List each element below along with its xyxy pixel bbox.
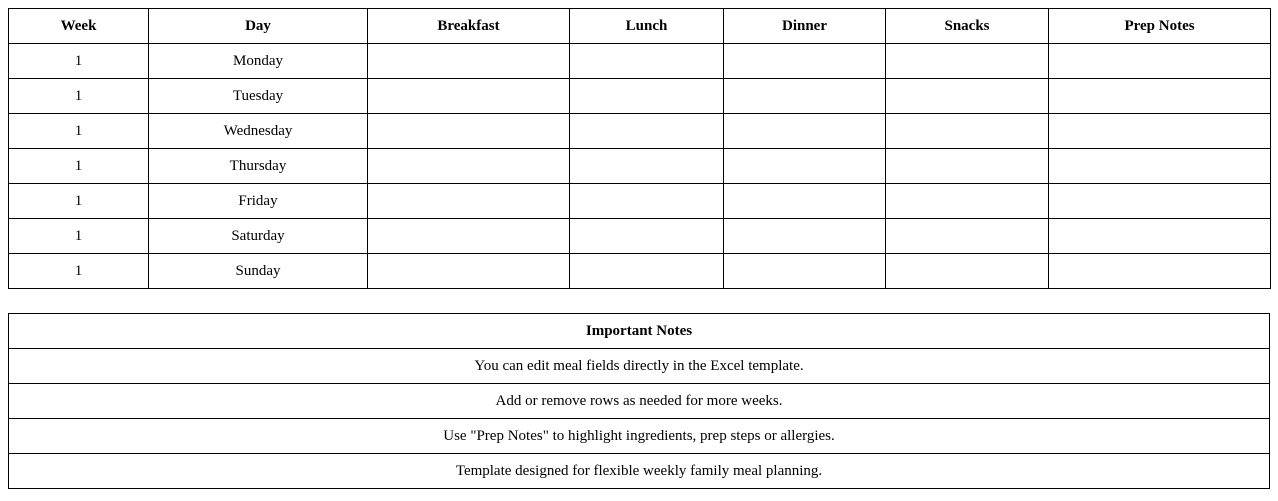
breakfast-cell[interactable] — [368, 79, 570, 114]
header-dinner: Dinner — [724, 9, 886, 44]
header-breakfast: Breakfast — [368, 9, 570, 44]
lunch-cell[interactable] — [570, 219, 724, 254]
notes-title: Important Notes — [9, 314, 1270, 349]
list-item — [9, 454, 1270, 489]
note-text: Template designed for flexible weekly family meal planning. — [9, 454, 1270, 489]
snacks-cell[interactable] — [886, 79, 1049, 114]
lunch-cell[interactable] — [570, 149, 724, 184]
table-row — [9, 254, 1271, 289]
week-cell: 1 — [9, 114, 149, 149]
week-cell: 1 — [9, 149, 149, 184]
lunch-cell[interactable] — [570, 114, 724, 149]
day-cell: Thursday — [149, 149, 368, 184]
note-text: You can edit meal fields directly in the Excel template. — [9, 349, 1270, 384]
breakfast-cell[interactable] — [368, 44, 570, 79]
snacks-cell[interactable] — [886, 184, 1049, 219]
table-row — [9, 44, 1271, 79]
lunch-cell[interactable] — [570, 254, 724, 289]
prep-notes-cell[interactable] — [1049, 114, 1271, 149]
list-item — [9, 419, 1270, 454]
snacks-cell[interactable] — [886, 219, 1049, 254]
week-cell: 1 — [9, 79, 149, 114]
important-notes-table — [8, 313, 1270, 489]
week-cell: 1 — [9, 184, 149, 219]
day-cell: Tuesday — [149, 79, 368, 114]
lunch-cell[interactable] — [570, 44, 724, 79]
week-cell: 1 — [9, 44, 149, 79]
week-cell: 1 — [9, 219, 149, 254]
breakfast-cell[interactable] — [368, 219, 570, 254]
week-cell: 1 — [9, 254, 149, 289]
dinner-cell[interactable] — [724, 114, 886, 149]
dinner-cell[interactable] — [724, 184, 886, 219]
breakfast-cell[interactable] — [368, 149, 570, 184]
table-row — [9, 184, 1271, 219]
dinner-cell[interactable] — [724, 254, 886, 289]
breakfast-cell[interactable] — [368, 114, 570, 149]
table-row — [9, 149, 1271, 184]
snacks-cell[interactable] — [886, 44, 1049, 79]
day-cell: Sunday — [149, 254, 368, 289]
prep-notes-cell[interactable] — [1049, 219, 1271, 254]
header-day: Day — [149, 9, 368, 44]
lunch-cell[interactable] — [570, 184, 724, 219]
day-cell: Monday — [149, 44, 368, 79]
snacks-cell[interactable] — [886, 149, 1049, 184]
prep-notes-cell[interactable] — [1049, 254, 1271, 289]
prep-notes-cell[interactable] — [1049, 44, 1271, 79]
breakfast-cell[interactable] — [368, 254, 570, 289]
table-row — [9, 114, 1271, 149]
note-text: Add or remove rows as needed for more weeks. — [9, 384, 1270, 419]
list-item — [9, 349, 1270, 384]
header-lunch: Lunch — [570, 9, 724, 44]
note-text: Use "Prep Notes" to highlight ingredients, prep steps or allergies. — [9, 419, 1270, 454]
meal-plan-table — [8, 8, 1271, 289]
day-cell: Saturday — [149, 219, 368, 254]
dinner-cell[interactable] — [724, 44, 886, 79]
prep-notes-cell[interactable] — [1049, 79, 1271, 114]
day-cell: Wednesday — [149, 114, 368, 149]
lunch-cell[interactable] — [570, 79, 724, 114]
dinner-cell[interactable] — [724, 149, 886, 184]
dinner-cell[interactable] — [724, 219, 886, 254]
notes-header-row — [9, 314, 1270, 349]
snacks-cell[interactable] — [886, 254, 1049, 289]
table-row — [9, 219, 1271, 254]
header-prep-notes: Prep Notes — [1049, 9, 1271, 44]
list-item — [9, 384, 1270, 419]
table-row — [9, 79, 1271, 114]
dinner-cell[interactable] — [724, 79, 886, 114]
header-snacks: Snacks — [886, 9, 1049, 44]
meal-table-header-row — [9, 9, 1271, 44]
prep-notes-cell[interactable] — [1049, 149, 1271, 184]
snacks-cell[interactable] — [886, 114, 1049, 149]
header-week: Week — [9, 9, 149, 44]
day-cell: Friday — [149, 184, 368, 219]
breakfast-cell[interactable] — [368, 184, 570, 219]
prep-notes-cell[interactable] — [1049, 184, 1271, 219]
